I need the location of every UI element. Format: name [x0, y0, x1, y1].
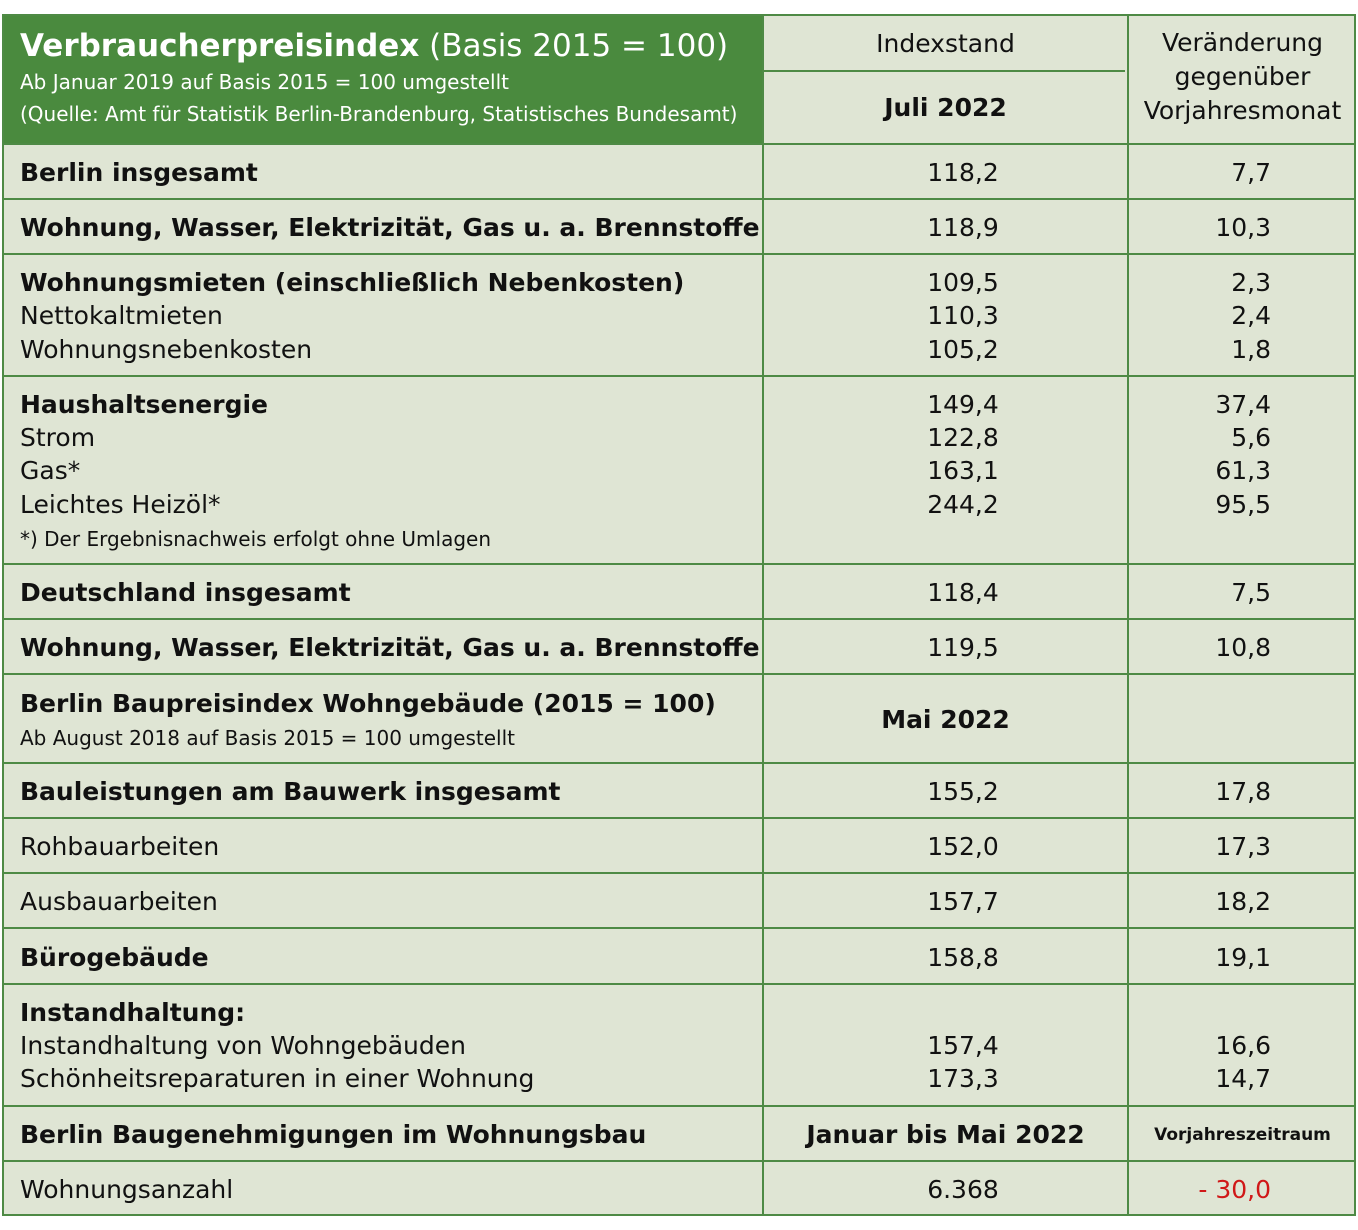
column-header-change-line: gegenüber — [1174, 62, 1311, 91]
index-value: 118,9 — [927, 213, 999, 242]
column-header-change-line: Veränderung — [1161, 28, 1324, 57]
row-label: Berlin insgesamt — [20, 158, 258, 187]
index-value: 105,2 — [927, 335, 999, 364]
change-value: 5,6 — [1231, 423, 1271, 452]
change-value: 18,2 — [1215, 887, 1271, 916]
index-value: 149,4 — [927, 390, 999, 419]
period-label-baugenehmigungen: Januar bis Mai 2022 — [806, 1120, 1085, 1149]
change-value: 10,8 — [1215, 633, 1271, 662]
index-value: 6.368 — [927, 1175, 999, 1204]
row-divider — [4, 253, 1354, 255]
row-label: Leichtes Heizöl* — [20, 490, 221, 519]
index-value: 157,7 — [927, 887, 999, 916]
index-value: 163,1 — [927, 456, 999, 485]
row-divider — [762, 70, 1125, 72]
row-divider — [4, 983, 1354, 985]
section-subtitle-baupreis: Ab August 2018 auf Basis 2015 = 100 umgestellt — [20, 726, 515, 750]
row-label: Bürogebäude — [20, 943, 209, 972]
change-value: 17,8 — [1215, 777, 1271, 806]
table-title: Verbraucherpreisindex (Basis 2015 = 100) — [20, 28, 729, 64]
row-label: Wohnungsnebenkosten — [20, 335, 313, 364]
index-value: 118,4 — [927, 578, 999, 607]
index-value: 173,3 — [927, 1064, 999, 1093]
row-label: Haushaltsenergie — [20, 390, 268, 419]
row-label: Instandhaltung von Wohngebäuden — [20, 1031, 466, 1060]
change-value: 37,4 — [1215, 390, 1271, 419]
change-value: 7,5 — [1231, 578, 1271, 607]
row-divider — [4, 375, 1354, 377]
change-value: 61,3 — [1215, 456, 1271, 485]
index-value: 122,8 — [927, 423, 999, 452]
table-subtitle-basis: Ab Januar 2019 auf Basis 2015 = 100 umgestellt — [20, 70, 509, 94]
change-value: 95,5 — [1215, 490, 1271, 519]
index-value: 110,3 — [927, 301, 999, 330]
row-label: Wohnung, Wasser, Elektrizität, Gas u. a. Brennstoffe — [20, 213, 760, 242]
period-label-baupreis: Mai 2022 — [881, 705, 1010, 734]
column-header-change — [1129, 26, 1356, 128]
change-value: 2,4 — [1231, 301, 1271, 330]
index-value: 244,2 — [927, 490, 999, 519]
column-header-period: Juli 2022 — [884, 93, 1007, 122]
index-value: 157,4 — [927, 1031, 999, 1060]
row-divider — [4, 563, 1354, 565]
row-label: Wohnungsmieten (einschließlich Nebenkosten) — [20, 268, 685, 297]
change-value: 1,8 — [1231, 335, 1271, 364]
change-value: 19,1 — [1215, 943, 1271, 972]
change-value: 2,3 — [1231, 268, 1271, 297]
row-label: Rohbauarbeiten — [20, 832, 220, 861]
row-label: Deutschland insgesamt — [20, 578, 351, 607]
row-divider — [4, 872, 1354, 874]
change-value: 14,7 — [1215, 1064, 1271, 1093]
index-value: 119,5 — [927, 633, 999, 662]
row-divider — [4, 198, 1354, 200]
row-divider — [4, 143, 1354, 145]
change-header-vorjahreszeitraum: Vorjahreszeitraum — [1154, 1125, 1331, 1145]
column-header-index: Indexstand — [876, 29, 1015, 58]
change-value: 17,3 — [1215, 832, 1271, 861]
column-header-change-line: Vorjahresmonat — [1143, 96, 1342, 125]
price-index-table — [2, 14, 1356, 1216]
row-label: Wohnung, Wasser, Elektrizität, Gas u. a. Brennstoffe — [20, 633, 760, 662]
table-subtitle-source: (Quelle: Amt für Statistik Berlin-Brandenburg, Statistisches Bundesamt) — [20, 102, 738, 126]
change-value: 16,6 — [1215, 1031, 1271, 1060]
section-title-baugenehmigungen: Berlin Baugenehmigungen im Wohnungsbau — [20, 1120, 647, 1149]
row-label: Schönheitsreparaturen in einer Wohnung — [20, 1064, 535, 1093]
row-label: Ausbauarbeiten — [20, 887, 218, 916]
footnote: *) Der Ergebnisnachweis erfolgt ohne Umlagen — [20, 527, 492, 551]
change-value-negative: - 30,0 — [1198, 1175, 1271, 1204]
index-value: 109,5 — [927, 268, 999, 297]
index-value: 152,0 — [927, 832, 999, 861]
row-divider — [4, 762, 1354, 764]
row-label: Instandhaltung: — [20, 998, 246, 1027]
section-title-baupreis: Berlin Baupreisindex Wohngebäude (2015 = 100) — [20, 689, 716, 718]
change-value: 10,3 — [1215, 213, 1271, 242]
row-label: Wohnungsanzahl — [20, 1175, 234, 1204]
row-label: Gas* — [20, 456, 81, 485]
index-value: 118,2 — [927, 158, 999, 187]
row-label: Bauleistungen am Bauwerk insgesamt — [20, 777, 561, 806]
row-label: Nettokaltmieten — [20, 301, 223, 330]
row-divider — [4, 1160, 1354, 1162]
row-divider — [4, 927, 1354, 929]
table-title-cell — [4, 16, 762, 143]
row-divider — [4, 1105, 1354, 1107]
row-divider — [4, 817, 1354, 819]
change-value: 7,7 — [1231, 158, 1271, 187]
row-label: Strom — [20, 423, 96, 452]
row-divider — [4, 673, 1354, 675]
index-value: 155,2 — [927, 777, 999, 806]
row-divider — [4, 618, 1354, 620]
index-value: 158,8 — [927, 943, 999, 972]
